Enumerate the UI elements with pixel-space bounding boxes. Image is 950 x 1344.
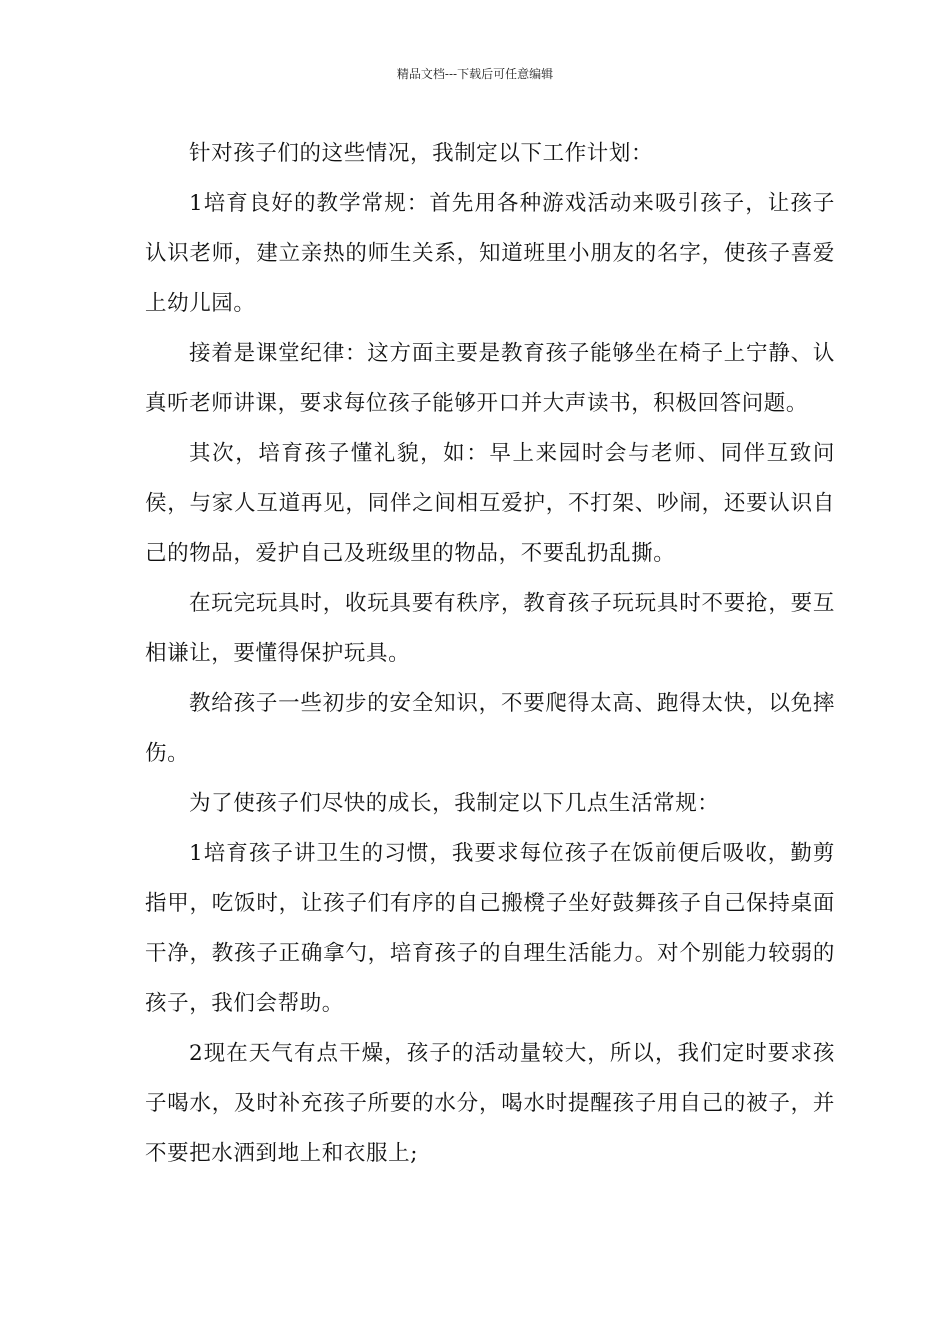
paragraph-6: 教给孩子一些初步的安全知识，不要爬得太高、跑得太快，以免摔伤。 (145, 691, 835, 766)
paragraph-2: 1培育良好的教学常规：首先用各种游戏活动来吸引孩子，让孩子认识老师，建立亲热的师生关系，知道班里小朋友的名字，使孩子喜爱上幼儿园。 (145, 191, 835, 316)
paragraph-1: 针对孩子们的这些情况，我制定以下工作计划： (189, 141, 654, 166)
page-header: 精品文档---下载后可任意编辑 (396, 67, 554, 81)
paragraph-5: 在玩完玩具时，收玩具要有秩序，教育孩子玩玩具时不要抢，要互相谦让，要懂得保护玩具。 (145, 591, 835, 666)
paragraph-3: 接着是课堂纪律：这方面主要是教育孩子能够坐在椅子上宁静、认真听老师讲课，要求每位孩子能够开口并大声读书，积极回答问题。 (145, 341, 835, 416)
paragraph-4: 其次，培育孩子懂礼貌，如：早上来园时会与老师、同伴互致问侯，与家人互道再见，同伴之间相互爱护，不打架、吵闹，还要认识自己的物品，爱护自己及班级里的物品，不要乱扔乱撕。 (145, 441, 835, 566)
document-body (145, 129, 835, 1179)
paragraph-8: 1培育孩子讲卫生的习惯，我要求每位孩子在饭前便后吸收，勤剪指甲，吃饭时，让孩子们有序的自己搬櫈子坐好鼓舞孩子自己保持桌面干净，教孩子正确拿勺，培育孩子的自理生活能力。对个别能力较弱的孩子，我们会帮助。 (145, 841, 835, 1016)
paragraph-7: 为了使孩子们尽快的成长，我制定以下几点生活常规： (189, 791, 720, 816)
paragraph-9: 2现在天气有点干燥，孩子的活动量较大，所以，我们定时要求孩子喝水，及时补充孩子所要的水分，喝水时提醒孩子用自己的被子，并不要把水洒到地上和衣服上; (145, 1041, 835, 1166)
